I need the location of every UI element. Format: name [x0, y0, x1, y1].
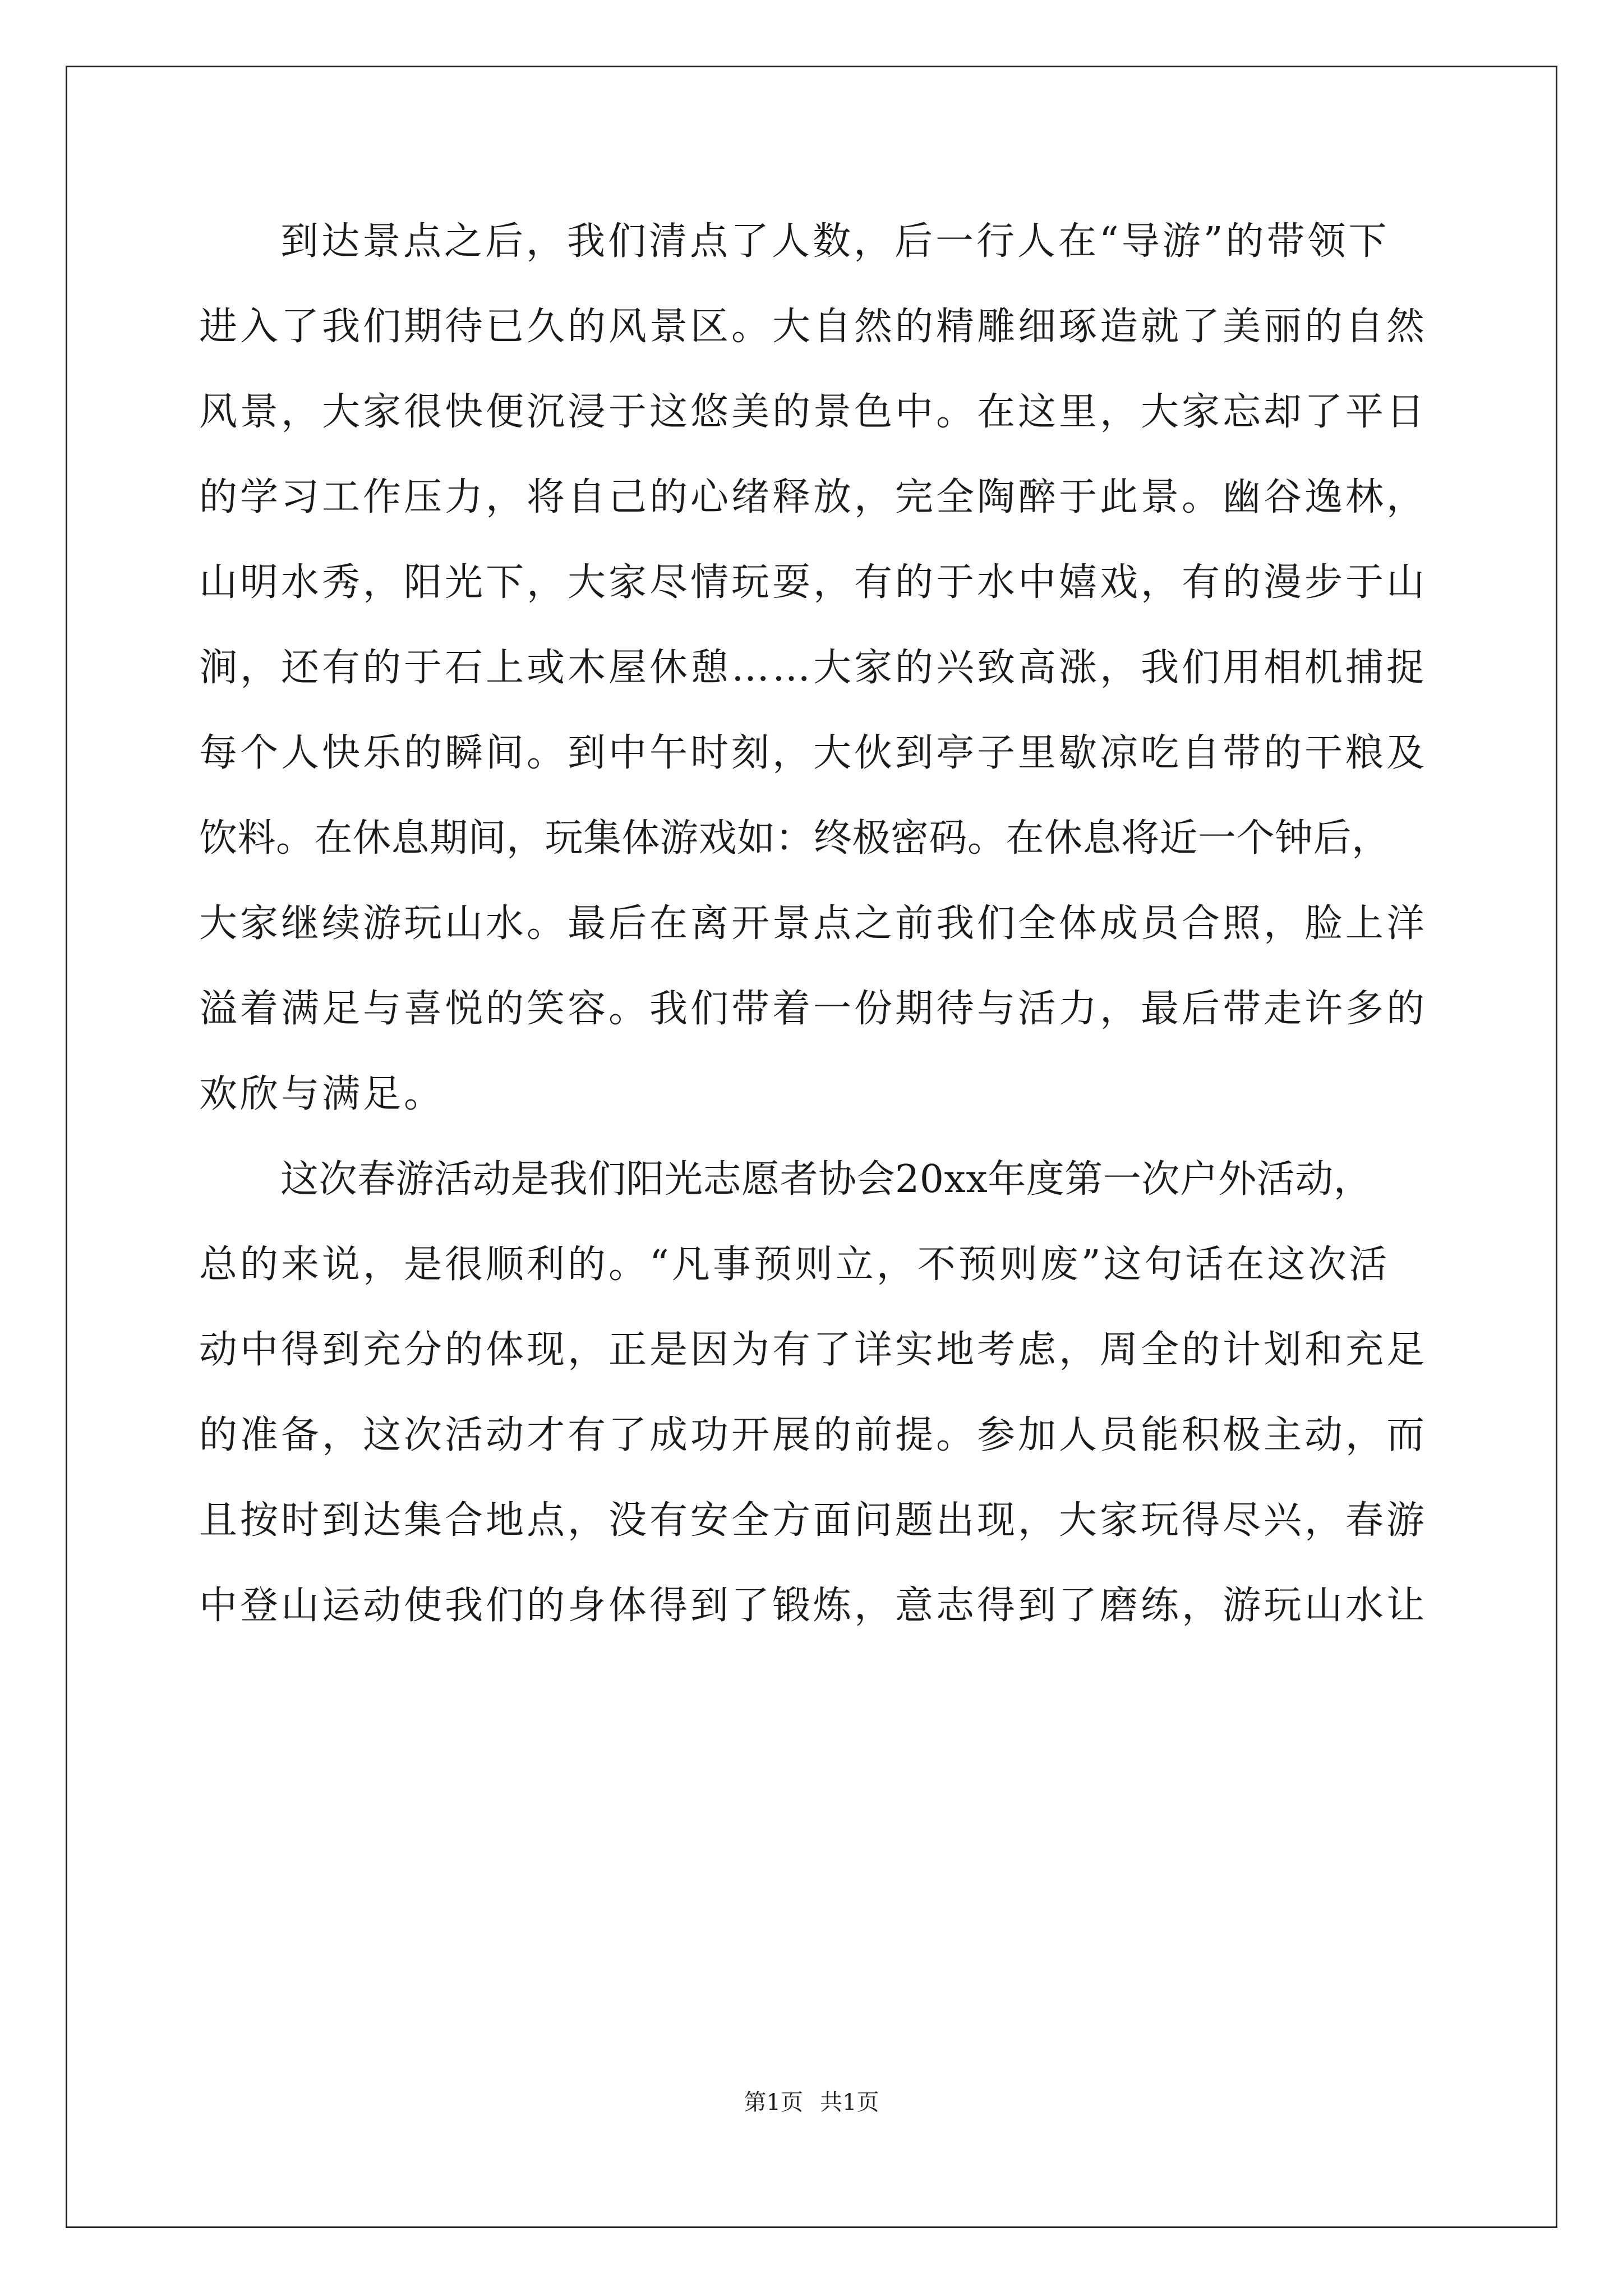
- text-line: 进入了我们期待已久的风景区。大自然的精雕细琢造就了美丽的自然: [199, 305, 1428, 349]
- text-line: 中登山运动使我们的身体得到了锻炼，意志得到了磨练，游玩山水让: [199, 1584, 1428, 1628]
- text-line: 这次春游活动是我们阳光志愿者协会20xx年度第一次户外活动，: [280, 1157, 1372, 1202]
- text-line: 风景，大家很快便沉浸于这悠美的景色中。在这里，大家忘却了平日: [199, 390, 1428, 434]
- text-line: 且按时到达集合地点，没有安全方面问题出现，大家玩得尽兴，春游: [199, 1498, 1428, 1543]
- text-line: 大家继续游玩山水。最后在离开景点之前我们全体成员合照，脸上洋: [199, 901, 1428, 946]
- text-line: 的准备，这次活动才有了成功开展的前提。参加人员能积极主动，而: [199, 1413, 1428, 1457]
- document-body: [199, 199, 1427, 1649]
- text-line: 溢着满足与喜悦的笑容。我们带着一份期待与活力，最后带走许多的: [199, 987, 1428, 1031]
- text-line: 涧，还有的于石上或木屋休憩……大家的兴致高涨，我们用相机捕捉: [199, 646, 1428, 690]
- page-footer: [0, 2087, 1623, 2118]
- page-number: 第1页: [744, 2090, 803, 2115]
- text-line: 山明水秀，阳光下，大家尽情玩耍，有的于水中嬉戏，有的漫步于山: [199, 560, 1428, 605]
- text-line: 的学习工作压力，将自己的心绪释放，完全陶醉于此景。幽谷逸林，: [199, 475, 1428, 519]
- text-line: 欢欣与满足。: [199, 1072, 445, 1116]
- text-line: 每个人快乐的瞬间。到中午时刻，大伙到亭子里歇凉吃自带的干粮及: [199, 731, 1428, 775]
- text-line: 动中得到充分的体现，正是因为有了详实地考虑，周全的计划和充足: [199, 1328, 1428, 1372]
- text-line: 饮料。在休息期间，玩集体游戏如：终极密码。在休息将近一个钟后，: [199, 816, 1390, 861]
- text-line: 总的来说，是很顺利的。“凡事预则立，不预则废”这句话在这次活: [199, 1243, 1390, 1287]
- text-line: 到达景点之后，我们清点了人数，后一行人在“导游”的带领下: [280, 219, 1390, 264]
- page-total: 共1页: [820, 2090, 879, 2115]
